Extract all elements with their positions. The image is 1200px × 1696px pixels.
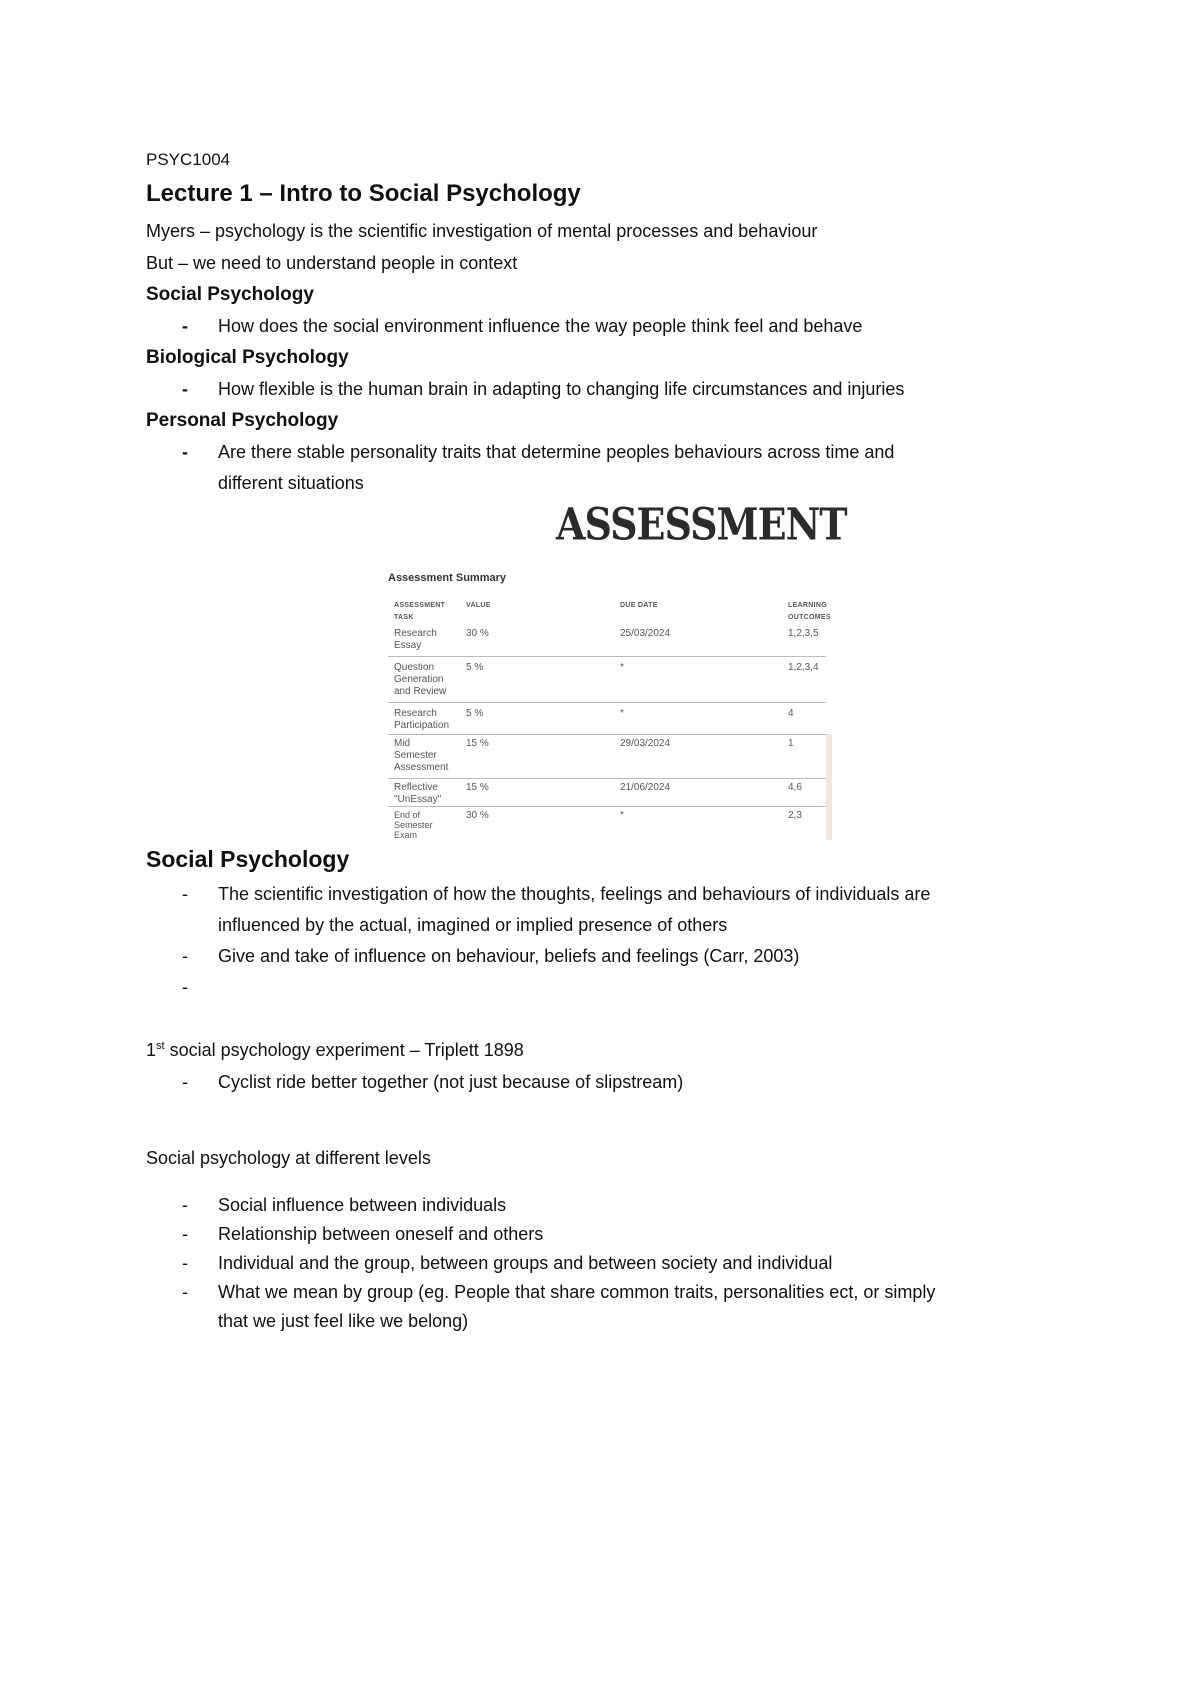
task-line: Question [394,662,435,673]
task-line: and Review [394,686,447,697]
table-row [394,738,448,774]
list-item-text: influenced by the actual, imagined or implied presence of others [218,915,728,935]
list-item-text: The scientific investigation of how the thoughts, feelings and behaviours of individuals are [218,884,931,904]
outcomes-cell: 4 [788,708,794,719]
value-cell: 5 % [466,662,484,673]
task-line: Semester [394,820,433,830]
ordinal-number: 1 [146,1040,157,1060]
due-date-cell: * [620,810,624,821]
perspective-heading: Social Psychology [146,284,314,305]
task-line: Research [394,708,437,719]
intro-line: But – we need to understand people in context [146,253,518,273]
task-line: "UnEssay" [394,794,442,805]
header-line: OUTCOMES [788,614,831,621]
due-date-cell: 21/06/2024 [620,782,671,793]
list-item-text: What we mean by group (eg. People that share common traits, personalities ect, or simply [218,1282,936,1302]
column-header [394,600,445,624]
outcomes-cell: 1,2,3,5 [788,628,819,639]
outcomes-cell: 1,2,3,4 [788,662,819,673]
header-line: LEARNING [788,602,827,609]
row-divider [388,778,826,779]
task-line: Assessment [394,762,449,773]
table-row [394,662,446,698]
experiment-text: social psychology experiment – Triplett 1898 [164,1040,524,1060]
task-line: Mid [394,738,411,749]
assessment-banner: ASSESSMENT [556,498,847,550]
list-item-text: Cyclist ride better together (not just because of slipstream) [218,1072,684,1092]
bullet-dash: - [182,316,188,336]
task-line: Generation [394,674,444,685]
table-row [394,810,433,840]
due-date-cell: 25/03/2024 [620,628,671,639]
due-date-cell: 29/03/2024 [620,738,671,749]
task-line: Participation [394,720,450,731]
ordinal-suffix: st [156,1040,165,1052]
list-item-text: Individual and the group, between groups and between society and individual [218,1253,833,1273]
bullet-dash: - [182,442,188,462]
task-line: End of [394,810,421,820]
bullet-dash: - [182,884,188,904]
bullet-dash: - [182,379,188,399]
table-row [394,628,437,652]
table-row [394,708,449,732]
outcomes-cell: 1 [788,738,794,749]
outcomes-cell: 2,3 [788,810,802,821]
list-item-text: Give and take of influence on behaviour, beliefs and feelings (Carr, 2003) [218,946,800,966]
bullet-dash: - [182,1195,188,1215]
value-cell: 30 % [466,810,489,821]
section-heading: Social Psychology [146,846,350,872]
perspective-heading: Personal Psychology [146,410,339,431]
due-date-cell: * [620,708,624,719]
due-date-cell: * [620,662,624,673]
column-header: DUE DATE [620,602,658,609]
list-item-text: different situations [218,473,364,493]
header-line: ASSESSMENT [394,602,446,609]
lecture-title: Lecture 1 – Intro to Social Psychology [146,180,581,207]
list-item-text: How flexible is the human brain in adapting to changing life circumstances and injuries [218,379,905,399]
task-line: Research [394,628,437,639]
intro-line: Myers – psychology is the scientific investigation of mental processes and behaviour [146,221,818,241]
bullet-dash: - [182,1282,188,1302]
summary-title: Assessment Summary [388,572,507,584]
list-item-text: Relationship between oneself and others [218,1224,544,1244]
value-cell: 15 % [466,782,489,793]
row-divider [388,806,826,807]
row-divider [388,656,826,657]
list-item-text: Are there stable personality traits that determine peoples behaviours across time and [218,442,895,462]
bullet-dash: - [182,946,188,966]
value-cell: 30 % [466,628,489,639]
list-item-text: How does the social environment influence the way people think feel and behave [218,316,863,336]
list-item-text: Social influence between individuals [218,1195,507,1215]
outcomes-cell: 4,6 [788,782,802,793]
assessment-summary-image [382,568,834,840]
experiment-line [146,1040,524,1061]
bullet-dash: - [182,1224,188,1244]
task-line: Semester [394,750,437,761]
value-cell: 15 % [466,738,489,749]
header-line: TASK [394,614,414,621]
value-cell: 5 % [466,708,484,719]
bullet-dash: - [182,1072,188,1092]
bullet-dash: - [182,1253,188,1273]
image-edge-strip [826,734,832,840]
row-divider [388,734,826,735]
column-header: VALUE [466,602,491,609]
course-code: PSYC1004 [146,150,231,169]
task-line: Exam [394,830,418,840]
column-header [788,600,831,624]
levels-heading: Social psychology at different levels [146,1148,431,1168]
task-line: Reflective [394,782,438,793]
list-item-text: that we just feel like we belong) [218,1311,469,1331]
bullet-dash: - [182,977,188,997]
task-line: Essay [394,640,422,651]
row-divider [388,702,826,703]
perspective-heading: Biological Psychology [146,347,349,368]
table-row [394,782,441,806]
